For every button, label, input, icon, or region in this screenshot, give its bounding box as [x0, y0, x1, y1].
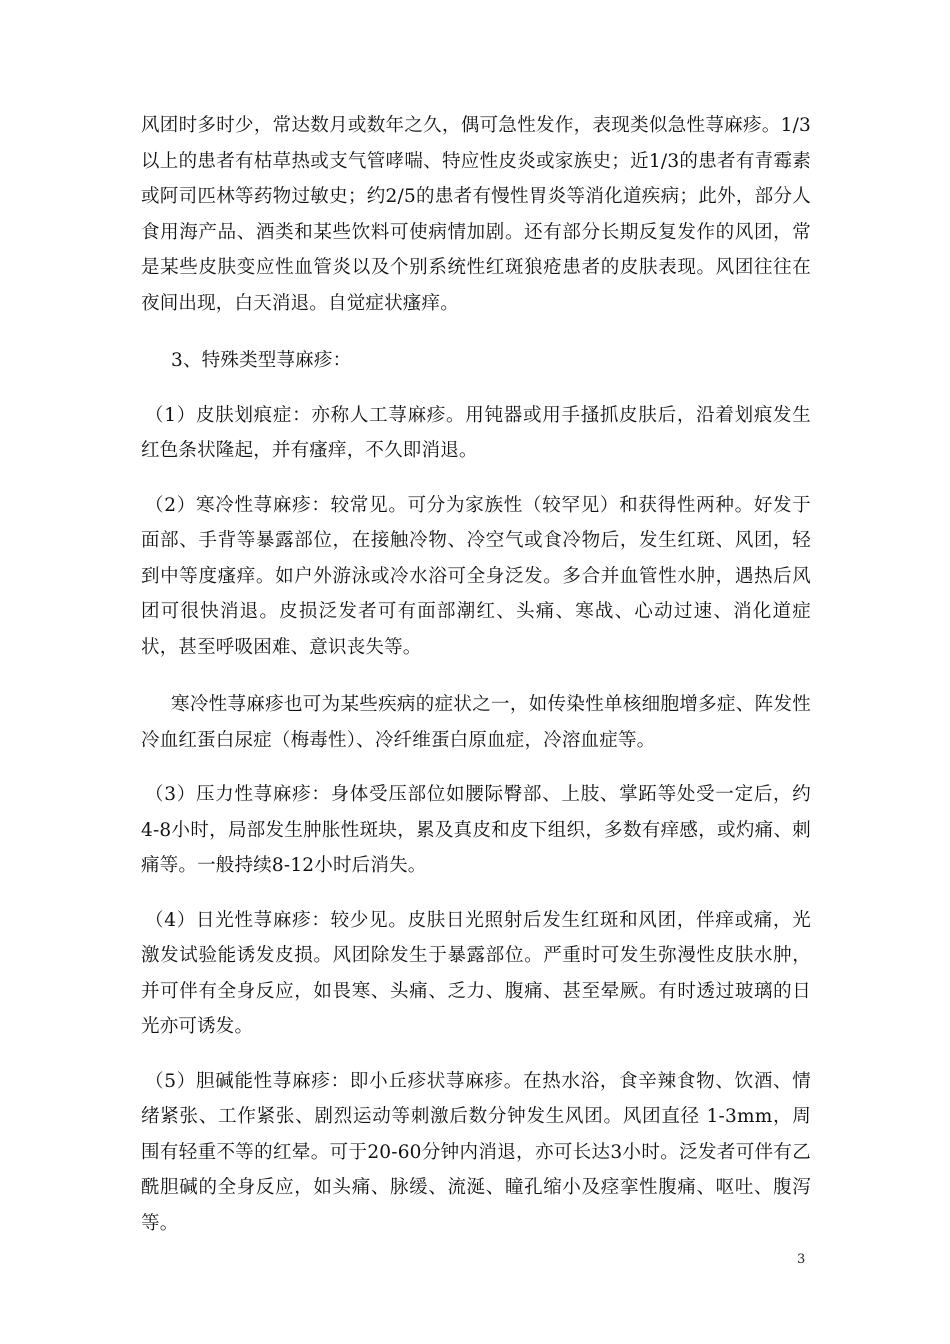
paragraph-cholinergic-urticaria: （5）胆碱能性荨麻疹：即小丘疹状荨麻疹。在热水浴，食辛辣食物、饮酒、情绪紧张、工作紧张、剧烈运动等刺激后数分钟发生风团。风团直径 1-3mm，周围有轻重不等的红晕。可于20-60分钟内消退，亦可长达3小时。泛发者可伴有乙酰胆碱的全身反应，如头痛、脉缓、流涎、瞳孔缩小及痉挛性腹痛、呕吐、腹泻等。 — [141, 1070, 811, 1234]
heading-special-types: 3、特殊类型荨麻疹： — [171, 350, 352, 371]
paragraph-pressure-urticaria: （3）压力性荨麻疹：身体受压部位如腰际臀部、上肢、掌跖等处受一定后，约4-8小时，局部发生肿胀性斑块，累及真皮和皮下组织，多数有痒感，或灼痛、刺痛等。一般持续8-12小时后消失。 — [141, 784, 811, 876]
paragraph-chronic-urticaria-continued: 风团时多时少，常达数月或数年之久，偶可急性发作，表现类似急性荨麻疹。1/3以上的患者有枯草热或支气管哮喘、特应性皮炎或家族史；近1/3的患者有青霉素或阿司匹林等药物过敏史；约2/5的患者有慢性胃炎等消化道疾病；此外，部分人食用海产品、酒类和某些饮料可使病情加剧。还有部分长期反复发作的风团，常是某些皮肤变应性血管炎以及个别系统性红斑狼疮患者的皮肤表现。风团往往在夜间出现，白天消退。自觉症状瘙痒。 — [141, 115, 811, 314]
paragraph-cold-urticaria: （2）寒冷性荨麻疹：较常见。可分为家族性（较罕见）和获得性两种。好发于面部、手背等暴露部位，在接触冷物、冷空气或食冷物后，发生红斑、风团，轻到中等度瘙痒。如户外游泳或冷水浴可全身泛发。多合并血管性水肿，遇热后风团可很快消退。皮损泛发者可有面部潮红、头痛、寒战、心动过速、消化道症状，甚至呼吸困难、意识丧失等。 — [141, 494, 811, 658]
paragraph-cold-urticaria-diseases: 寒冷性荨麻疹也可为某些疾病的症状之一，如传染性单核细胞增多症、阵发性冷血红蛋白尿症（梅毒性）、冷纤维蛋白原血症，冷溶血症等。 — [141, 694, 811, 751]
document-body — [141, 108, 811, 1241]
paragraph-solar-urticaria: （4）日光性荨麻疹：较少见。皮肤日光照射后发生红斑和风团，伴痒或痛，光激发试验能诱发皮损。风团除发生于暴露部位。严重时可发生弥漫性皮肤水肿，并可伴有全身反应，如畏寒、头痛、乏力、腹痛、甚至晕厥。有时透过玻璃的日光亦可诱发。 — [141, 909, 811, 1037]
page-number: 3 — [797, 1252, 806, 1267]
paragraph-dermatographism: （1）皮肤划痕症：亦称人工荨麻疹。用钝器或用手搔抓皮肤后，沿着划痕发生红色条状隆起，并有瘙痒，不久即消退。 — [141, 404, 811, 461]
